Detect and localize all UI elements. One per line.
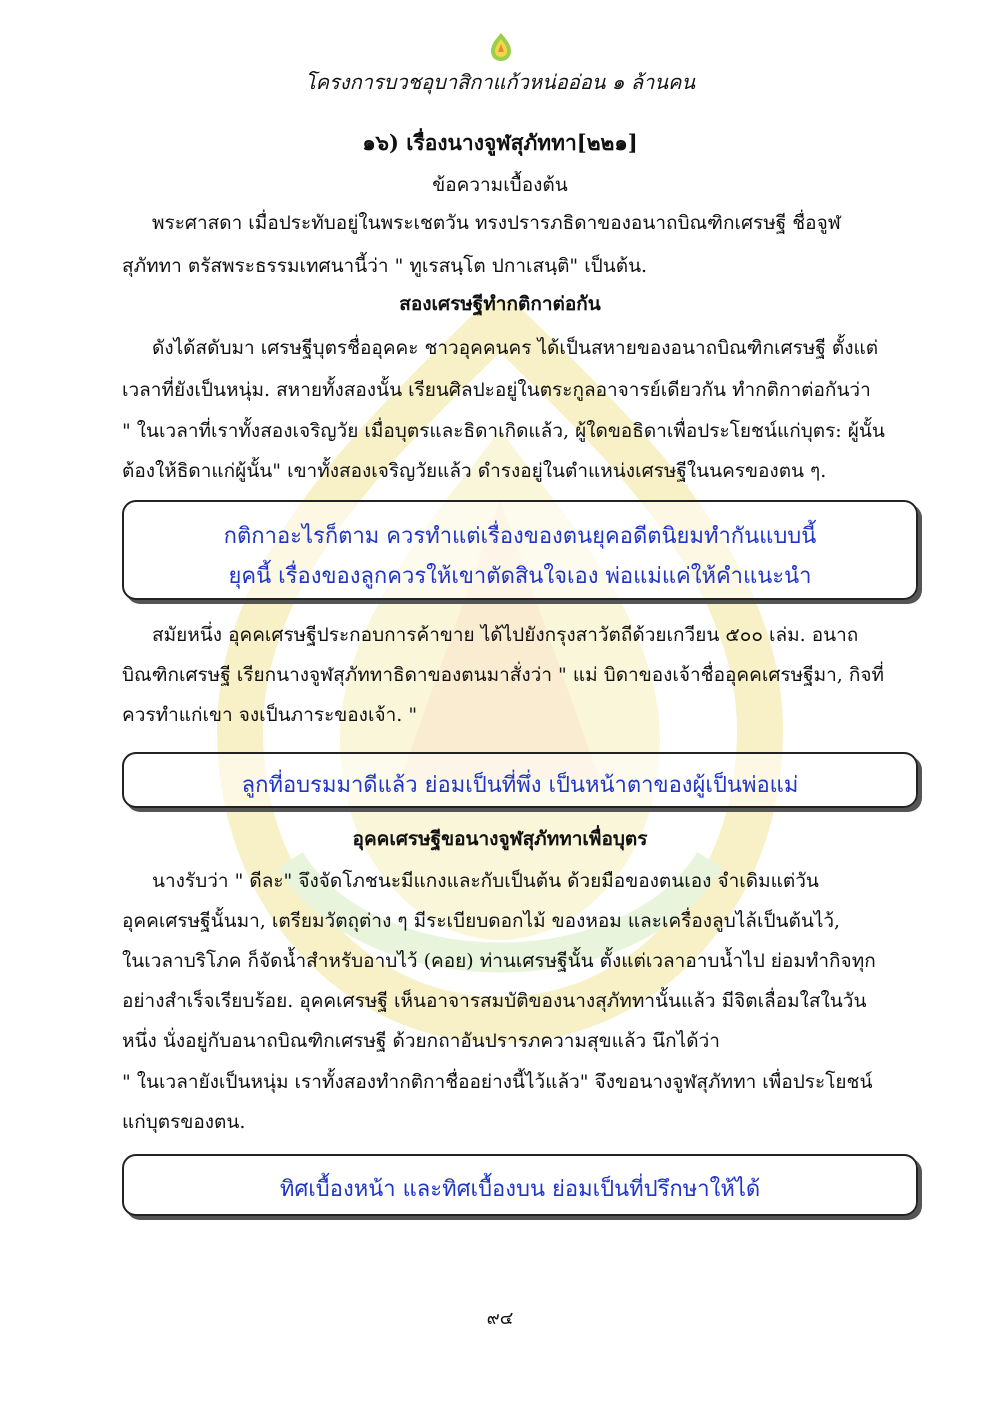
section-heading: สองเศรษฐีทำกติกาต่อกัน [399,293,601,315]
callout-text: ทิศเบื้องหน้า และทิศเบื้องบน ย่อมเป็นที่ปรึกษาให้ได้ [279,1177,761,1202]
paragraph-line: หนึ่ง นั่งอยู่กับอนาถบิณฑิกเศรษฐี ด้วยกถาอันปรารภความสุขแล้ว นึกได้ว่า [122,1030,720,1052]
paragraph-line: " ในเวลายังเป็นหนุ่ม เราทั้งสองทำกติกาชื่ออย่างนี้ไว้แล้ว" จึงขอนางจูฬสุภัททา เพื่อประโยชน์ [122,1071,873,1093]
callout-box [122,500,918,600]
section-heading: อุคคเศรษฐีขอนางจูฬสุภัททาเพื่อบุตร [352,828,648,850]
paragraph-line: อุคคเศรษฐีนั้นมา, เตรียมวัตถุต่าง ๆ มีระเบียบดอกไม้ ของหอม และเครื่องลูบไล้เป็นต้นไว้, [122,910,841,932]
paragraph-line: ต้องให้ธิดาแก่ผู้นั้น" เขาทั้งสองเจริญวัยแล้ว ดำรงอยู่ในตำแหน่งเศรษฐีในนครของตน ๆ. [122,460,827,482]
lotus-leaf-logo-icon [488,32,514,62]
callout-box [122,1154,918,1216]
paragraph-line: แก่บุตรของตน. [122,1111,246,1133]
paragraph-line: บิณฑิกเศรษฐี เรียกนางจูฬสุภัททาธิดาของตนมาสั่งว่า " แม่ บิดาของเจ้าชื่ออุคคเศรษฐีมา, กิจที่ [122,664,885,686]
paragraph-line: ควรทำแก่เขา จงเป็นภาระของเจ้า. " [122,704,418,726]
story-title: ๑๖) เรื่องนางจูฬสุภัททา[๒๒๑] [362,130,638,155]
paragraph-line: นางรับว่า " ดีละ" จึงจัดโภชนะมีแกงและกับเป็นต้น ด้วยมือของตนเอง จำเดิมแต่วัน [152,870,819,892]
intro-line: สุภัททา ตรัสพระธรรมเทศนานี้ว่า " ทูเรสนฺโต ปกาเสนฺติ" เป็นต้น. [122,255,648,277]
paragraph-line: " ในเวลาที่เราทั้งสองเจริญวัย เมื่อบุตรและธิดาเกิดแล้ว, ผู้ใดขอธิดาเพื่อประโยชน์แก่บุตร: ผู้นั้น [122,420,885,442]
callout-text: กติกาอะไรก็ตาม ควรทำแต่เรื่องของตนยุคอดีตนิยมทำกันแบบนี้ [223,524,817,549]
paragraph-line: ในเวลาบริโภค ก็จัดน้ำสำหรับอาบไว้ (คอย) ท่านเศรษฐีนั้น ตั้งแต่เวลาอาบน้ำไป ย่อมทำกิจทุก [122,950,876,972]
paragraph-line: เวลาที่ยังเป็นหนุ่ม. สหายทั้งสองนั้น เรียนศิลปะอยู่ในตระกูลอาจารย์เดียวกัน ทำกติกาต่อกันว่า [122,379,871,401]
intro-line: พระศาสดา เมื่อประทับอยู่ในพระเชตวัน ทรงปรารภธิดาของอนาถบิณฑิกเศรษฐี ชื่อจูฬ [152,212,841,234]
callout-text: ลูกที่อบรมมาดีแล้ว ย่อมเป็นที่พึ่ง เป็นหน้าตาของผู้เป็นพ่อแม่ [241,773,799,798]
paragraph-line: อย่างสำเร็จเรียบร้อย. อุคคเศรษฐี เห็นอาจารสมบัติของนางสุภัททานั้นแล้ว มีจิตเลื่อมใสในวัน [122,990,867,1012]
intro-heading: ข้อความเบื้องต้น [432,174,568,196]
paragraph-line: สมัยหนึ่ง อุคคเศรษฐีประกอบการค้าขาย ได้ไปยังกรุงสาวัตถีด้วยเกวียน ๕๐๐ เล่ม. อนาถ [152,624,859,646]
header-title: โครงการบวชอุบาสิกาแก้วหน่ออ่อน ๑ ล้านคน [304,70,696,94]
callout-box [122,752,918,808]
callout-text: ยุคนี้ เรื่องของลูกควรให้เขาตัดสินใจเอง พ่อแม่แค่ให้คำแนะนำ [228,564,812,589]
page-number: ๙๔ [486,1308,514,1329]
paragraph-line: ดังได้สดับมา เศรษฐีบุตรชื่ออุคคะ ชาวอุคคนคร ได้เป็นสหายของอนาถบิณฑิกเศรษฐี ตั้งแต่ [152,337,879,359]
